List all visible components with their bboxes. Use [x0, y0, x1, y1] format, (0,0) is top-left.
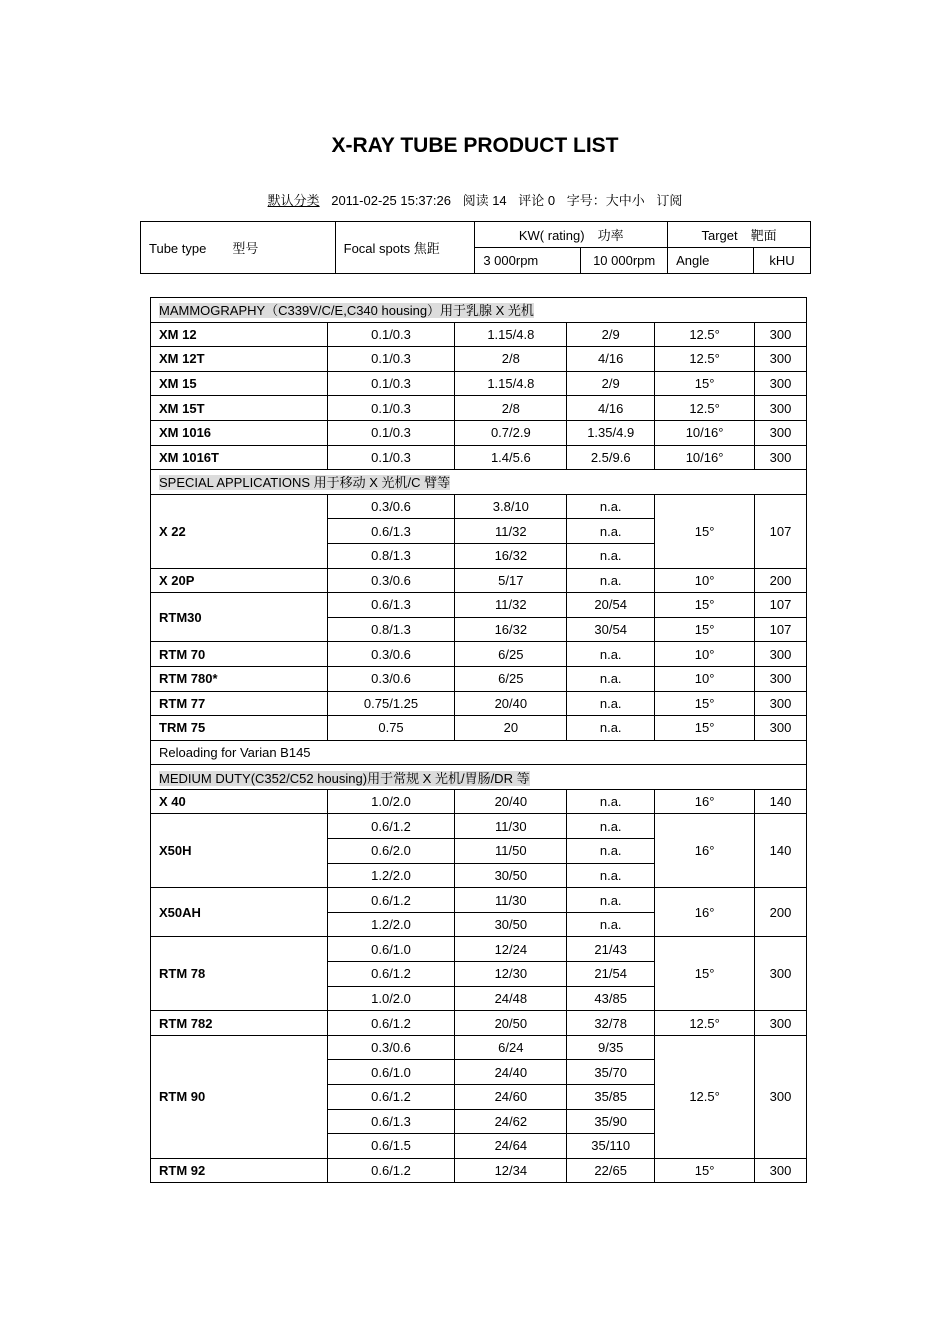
cell: 1.0/2.0	[327, 789, 455, 814]
cell: 0.6/1.3	[327, 519, 455, 544]
subscribe-link[interactable]: 订阅	[656, 193, 683, 208]
cell: 12.5°	[655, 1011, 755, 1036]
cell: 300	[755, 322, 807, 347]
cell: 15°	[655, 716, 755, 741]
cell: 0.3/0.6	[327, 666, 455, 691]
cell: 300	[755, 937, 807, 1011]
table-row	[151, 716, 807, 741]
tube-name: RTM 92	[151, 1158, 328, 1183]
cell: 300	[755, 691, 807, 716]
table-row	[151, 937, 807, 962]
section-label: MAMMOGRAPHY（C339V/C/E,C340 housing）用于乳腺 X 光机	[159, 303, 534, 319]
tube-name: RTM 78	[151, 937, 328, 1011]
cell: 6/25	[455, 642, 567, 667]
cell: 11/30	[455, 888, 567, 913]
header-khu: kHU	[754, 248, 811, 274]
category-link[interactable]: 默认分类	[267, 193, 320, 208]
cell: 20/54	[567, 593, 655, 618]
cell: 1.0/2.0	[327, 986, 455, 1011]
post-datetime: 2011-02-25 15:37:26	[331, 193, 451, 208]
table-row	[151, 445, 807, 470]
cell: 9/35	[567, 1035, 655, 1060]
read-count: 阅读 14	[462, 193, 507, 208]
cell: 12.5°	[655, 396, 755, 421]
cell: 300	[755, 396, 807, 421]
cell: 0.6/1.2	[327, 1085, 455, 1110]
post-meta	[0, 190, 950, 209]
section-row	[151, 740, 807, 765]
cell: 0.6/1.2	[327, 1011, 455, 1036]
cell: n.a.	[567, 568, 655, 593]
tube-name: XM 1016	[151, 420, 328, 445]
cell: 15°	[655, 371, 755, 396]
cell: n.a.	[567, 519, 655, 544]
cell: 0.6/1.0	[327, 937, 455, 962]
cell: 3.8/10	[455, 494, 567, 519]
page-title: X-RAY TUBE PRODUCT LIST	[331, 134, 619, 157]
cell: 107	[755, 593, 807, 618]
cell: 16°	[655, 888, 755, 937]
tube-name: RTM 90	[151, 1035, 328, 1158]
cell: 20/40	[455, 691, 567, 716]
section-row	[151, 298, 807, 323]
table-row	[151, 1035, 807, 1060]
cell: n.a.	[567, 863, 655, 888]
cell: n.a.	[567, 494, 655, 519]
cell: 15°	[655, 691, 755, 716]
cell: 0.75/1.25	[327, 691, 455, 716]
cell: 16/32	[455, 617, 567, 642]
cell: 140	[755, 789, 807, 814]
cell: 1.2/2.0	[327, 912, 455, 937]
cell: 300	[755, 716, 807, 741]
cell: 12.5°	[655, 347, 755, 372]
cell: n.a.	[567, 716, 655, 741]
tube-name: X 22	[151, 494, 328, 568]
tube-name: XM 1016T	[151, 445, 328, 470]
cell: 6/25	[455, 666, 567, 691]
cell: 24/48	[455, 986, 567, 1011]
cell: 2/8	[455, 396, 567, 421]
cell: 2/8	[455, 347, 567, 372]
table-row	[151, 322, 807, 347]
cell: 30/50	[455, 912, 567, 937]
section-label: MEDIUM DUTY(C352/C52 housing)用于常规 X 光机/胃肠/DR 等	[159, 770, 530, 786]
cell: 300	[755, 1035, 807, 1158]
section-label: SPECIAL APPLICATIONS 用于移动 X 光机/C 臂等	[159, 475, 451, 491]
cell: 22/65	[567, 1158, 655, 1183]
cell: 11/50	[455, 839, 567, 864]
cell: 11/32	[455, 519, 567, 544]
cell: 0.1/0.3	[327, 322, 455, 347]
section-row	[151, 765, 807, 790]
cell: 0.3/0.6	[327, 494, 455, 519]
cell: 15°	[655, 937, 755, 1011]
cell: 12.5°	[655, 1035, 755, 1158]
table-row	[151, 494, 807, 519]
tube-name: RTM 782	[151, 1011, 328, 1036]
tube-name: X50AH	[151, 888, 328, 937]
cell: 43/85	[567, 986, 655, 1011]
cell: 15°	[655, 1158, 755, 1183]
cell: 10°	[655, 568, 755, 593]
cell: 24/60	[455, 1085, 567, 1110]
note-label: Reloading for Varian B145	[151, 740, 807, 765]
cell: 1.15/4.8	[455, 371, 567, 396]
cell: 21/54	[567, 962, 655, 987]
cell: n.a.	[567, 912, 655, 937]
cell: 10/16°	[655, 445, 755, 470]
tube-name: RTM 780*	[151, 666, 328, 691]
cell: 20	[455, 716, 567, 741]
cell: 20/50	[455, 1011, 567, 1036]
cell: 140	[755, 814, 807, 888]
cell: 2/9	[567, 322, 655, 347]
cell: 1.4/5.6	[455, 445, 567, 470]
cell: 32/78	[567, 1011, 655, 1036]
table-row	[151, 593, 807, 618]
cell: 0.6/1.3	[327, 593, 455, 618]
cell: 10°	[655, 666, 755, 691]
cell: 15°	[655, 494, 755, 568]
header-table	[140, 221, 811, 274]
cell: n.a.	[567, 888, 655, 913]
header-target: Target 靶面	[668, 222, 811, 248]
cell: 16°	[655, 789, 755, 814]
cell: 0.6/1.3	[327, 1109, 455, 1134]
cell: 0.3/0.6	[327, 568, 455, 593]
header-angle: Angle	[668, 248, 754, 274]
cell: 300	[755, 445, 807, 470]
cell: 107	[755, 494, 807, 568]
cell: 1.35/4.9	[567, 420, 655, 445]
table-row	[151, 371, 807, 396]
cell: n.a.	[567, 839, 655, 864]
cell: 10°	[655, 642, 755, 667]
cell: 0.6/1.2	[327, 962, 455, 987]
cell: 0.1/0.3	[327, 445, 455, 470]
table-row	[151, 1158, 807, 1183]
tube-name: RTM30	[151, 593, 328, 642]
cell: 300	[755, 420, 807, 445]
cell: 4/16	[567, 347, 655, 372]
tube-name: TRM 75	[151, 716, 328, 741]
cell: n.a.	[567, 642, 655, 667]
cell: 24/40	[455, 1060, 567, 1085]
table-row	[151, 789, 807, 814]
cell: 24/64	[455, 1134, 567, 1159]
cell: 2.5/9.6	[567, 445, 655, 470]
tube-name: X 40	[151, 789, 328, 814]
header-rpm-3000: 3 000rpm	[475, 248, 581, 274]
table-row	[151, 814, 807, 839]
cell: 21/43	[567, 937, 655, 962]
cell: 4/16	[567, 396, 655, 421]
header-kw-rating: KW( rating) 功率	[475, 222, 668, 248]
cell: 24/62	[455, 1109, 567, 1134]
cell: 200	[755, 888, 807, 937]
cell: n.a.	[567, 666, 655, 691]
cell: 15°	[655, 593, 755, 618]
cell: 300	[755, 1158, 807, 1183]
tube-name: X 20P	[151, 568, 328, 593]
cell: 12/34	[455, 1158, 567, 1183]
cell: 300	[755, 347, 807, 372]
cell: n.a.	[567, 691, 655, 716]
table-row	[151, 691, 807, 716]
cell: 2/9	[567, 371, 655, 396]
cell: n.a.	[567, 814, 655, 839]
cell: 0.6/1.2	[327, 888, 455, 913]
cell: 11/30	[455, 814, 567, 839]
cell: 1.15/4.8	[455, 322, 567, 347]
cell: 30/54	[567, 617, 655, 642]
cell: 0.6/1.2	[327, 814, 455, 839]
cell: 300	[755, 1011, 807, 1036]
table-row	[151, 568, 807, 593]
cell: 35/90	[567, 1109, 655, 1134]
tube-name: XM 15	[151, 371, 328, 396]
cell: 0.6/1.5	[327, 1134, 455, 1159]
tube-name: XM 12T	[151, 347, 328, 372]
tube-name: X50H	[151, 814, 328, 888]
cell: 35/85	[567, 1085, 655, 1110]
cell: 12/30	[455, 962, 567, 987]
cell: n.a.	[567, 543, 655, 568]
product-table	[150, 297, 807, 1183]
cell: 10/16°	[655, 420, 755, 445]
tube-name: RTM 70	[151, 642, 328, 667]
cell: 0.6/1.2	[327, 1158, 455, 1183]
cell: 0.1/0.3	[327, 371, 455, 396]
header-rpm-10000: 10 000rpm	[581, 248, 668, 274]
section-row	[151, 470, 807, 495]
table-row	[151, 1011, 807, 1036]
cell: 0.6/1.0	[327, 1060, 455, 1085]
cell: 0.8/1.3	[327, 543, 455, 568]
table-row	[151, 642, 807, 667]
cell: 300	[755, 642, 807, 667]
cell: 35/110	[567, 1134, 655, 1159]
cell: 16/32	[455, 543, 567, 568]
header-focal-spots: Focal spots 焦距	[335, 222, 475, 274]
cell: 5/17	[455, 568, 567, 593]
cell: n.a.	[567, 789, 655, 814]
cell: 0.3/0.6	[327, 1035, 455, 1060]
cell: 0.1/0.3	[327, 347, 455, 372]
cell: 0.8/1.3	[327, 617, 455, 642]
cell: 0.7/2.9	[455, 420, 567, 445]
comment-count[interactable]: 评论 0	[518, 193, 556, 208]
cell: 0.3/0.6	[327, 642, 455, 667]
cell: 15°	[655, 617, 755, 642]
cell: 0.75	[327, 716, 455, 741]
table-row	[151, 396, 807, 421]
cell: 107	[755, 617, 807, 642]
cell: 0.6/2.0	[327, 839, 455, 864]
tube-name: XM 12	[151, 322, 328, 347]
cell: 200	[755, 568, 807, 593]
cell: 20/40	[455, 789, 567, 814]
cell: 300	[755, 371, 807, 396]
header-tube-type: Tube type 型号	[141, 222, 336, 274]
cell: 35/70	[567, 1060, 655, 1085]
table-row	[151, 666, 807, 691]
cell: 11/32	[455, 593, 567, 618]
font-size-selector[interactable]: 字号：大中小	[566, 193, 645, 208]
cell: 0.1/0.3	[327, 420, 455, 445]
cell: 30/50	[455, 863, 567, 888]
cell: 16°	[655, 814, 755, 888]
cell: 300	[755, 666, 807, 691]
table-row	[151, 888, 807, 913]
table-row	[151, 420, 807, 445]
tube-name: XM 15T	[151, 396, 328, 421]
cell: 12/24	[455, 937, 567, 962]
cell: 12.5°	[655, 322, 755, 347]
cell: 1.2/2.0	[327, 863, 455, 888]
tube-name: RTM 77	[151, 691, 328, 716]
table-row	[151, 347, 807, 372]
cell: 6/24	[455, 1035, 567, 1060]
cell: 0.1/0.3	[327, 396, 455, 421]
